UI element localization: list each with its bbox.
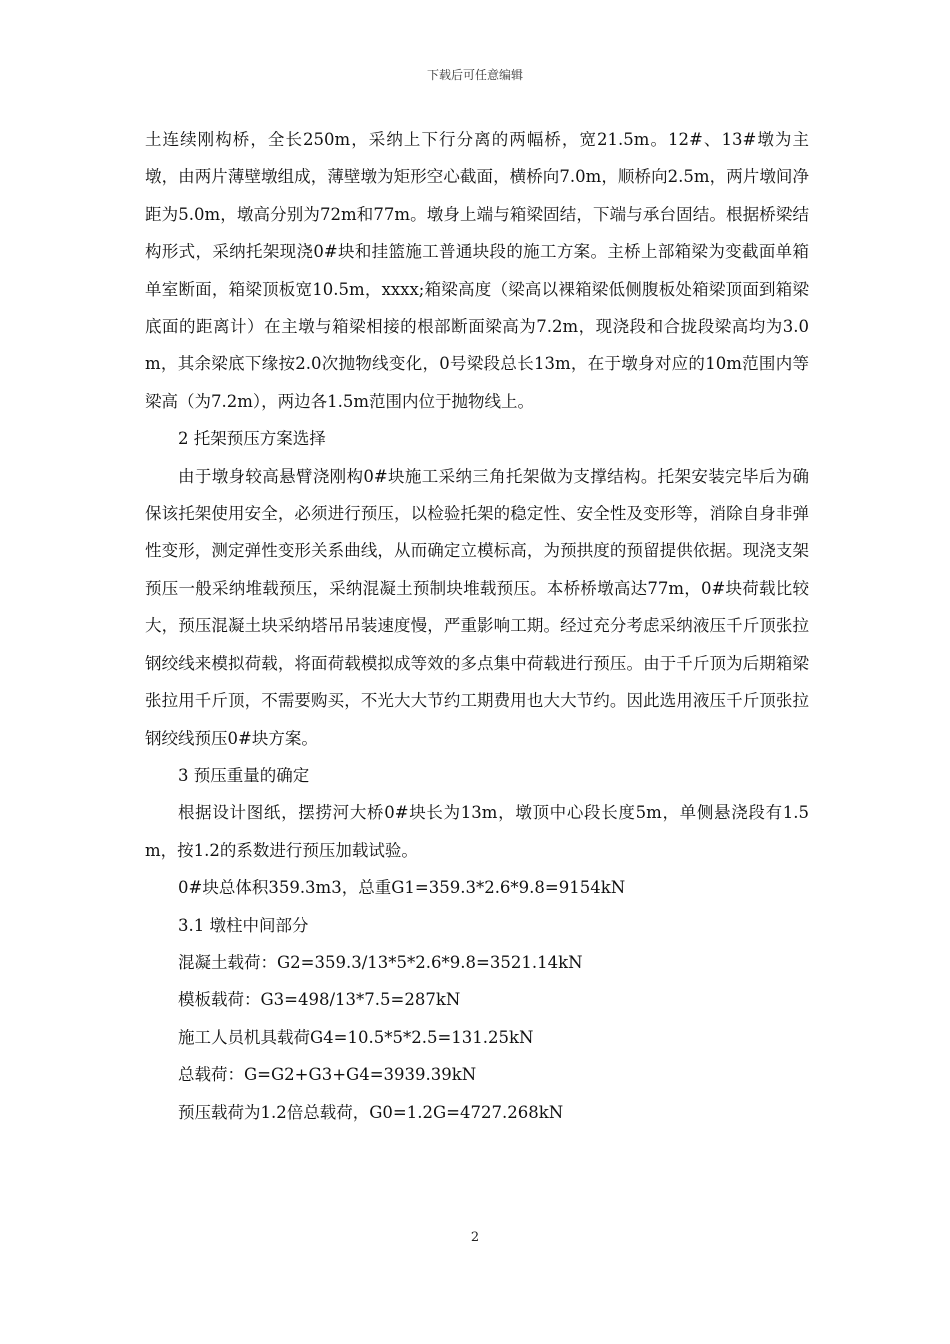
paragraph-preload-scheme: 由于墩身较高悬臂浇刚构0#块施工采纳三角托架做为支撑结构。托架安装完毕后为确保该托架使用安全，必须进行预压，以检验托架的稳定性、安全性及变形等，消除自身非弹性变形，测定弹性变形关系曲线，从而确定立模标高，为预拱度的预留提供依据。现浇支架预压一般采纳堆载预压，采纳混凝土预制块堆载预压。本桥桥墩高达77m，0#块荷载比较大，预压混凝土块采纳塔吊吊装速度慢，严重影响工期。经过充分考虑采纳液压千斤顶张拉钢绞线来模拟荷载，将面荷载模拟成等效的多点集中荷载进行预压。由于千斤顶为后期箱梁张拉用千斤顶，不需要购买，不光大大节约工期费用也大大节约。因此选用液压千斤顶张拉钢绞线预压0#块方案。 (145, 466, 809, 748)
formula-concrete-load: 混凝土载荷：G2=359.3/13*5*2.6*9.8=3521.14kN (178, 952, 583, 972)
formula-preload: 预压载荷为1.2倍总载荷，G0=1.2G=4727.268kN (178, 1102, 564, 1122)
page-number: 2 (470, 1230, 480, 1245)
formula-sum-load: 总载荷：G=G2+G3+G4=3939.39kN (178, 1065, 477, 1085)
formula-formwork-load: 模板载荷：G3=498/13*7.5=287kN (178, 990, 461, 1010)
formula-total-weight: 0#块总体积359.3m3，总重G1=359.3*2.6*9.8=9154kN (178, 878, 626, 898)
paragraph-design-basis: 根据设计图纸，摆捞河大桥0#块长为13m，墩顶中心段长度5m，单侧悬浇段有1.5m，按1.2的系数进行预压加载试验。 (145, 803, 809, 860)
section-heading-3-1: 3.1 墩柱中间部分 (178, 915, 309, 935)
section-heading-2: 2 托架预压方案选择 (178, 429, 326, 449)
document-body (145, 121, 809, 1131)
page-header: 下载后可任意编辑 (426, 68, 523, 82)
section-heading-3: 3 预压重量的确定 (178, 765, 310, 785)
paragraph-bridge-overview: 土连续刚构桥，全长250m，采纳上下行分离的两幅桥，宽21.5m。12#、13#墩为主墩，由两片薄壁墩组成，薄壁墩为矩形空心截面，横桥向7.0m，顺桥向2.5m，两片墩间净距为5.0m，墩高分别为72m和77m。墩身上端与箱梁固结，下端与承台固结。根据桥梁结构形式，采纳托架现浇0#块和挂篮施工普通块段的施工方案。主桥上部箱梁为变截面单箱单室断面，箱梁顶板宽10.5m，xxxx;箱梁高度（梁高以裸箱梁低侧腹板处箱梁顶面到箱梁底面的距离计）在主墩与箱梁相接的根部断面梁高为7.2m，现浇段和合拢段梁高均为3.0m，其余梁底下缘按2.0次抛物线变化，0号梁段总长13m，在于墩身对应的10m范围内等梁高（为7.2m），两边各1.5m范围内位于抛物线上。 (145, 130, 809, 411)
formula-construction-load: 施工人员机具载荷G4=10.5*5*2.5=131.25kN (178, 1027, 534, 1047)
